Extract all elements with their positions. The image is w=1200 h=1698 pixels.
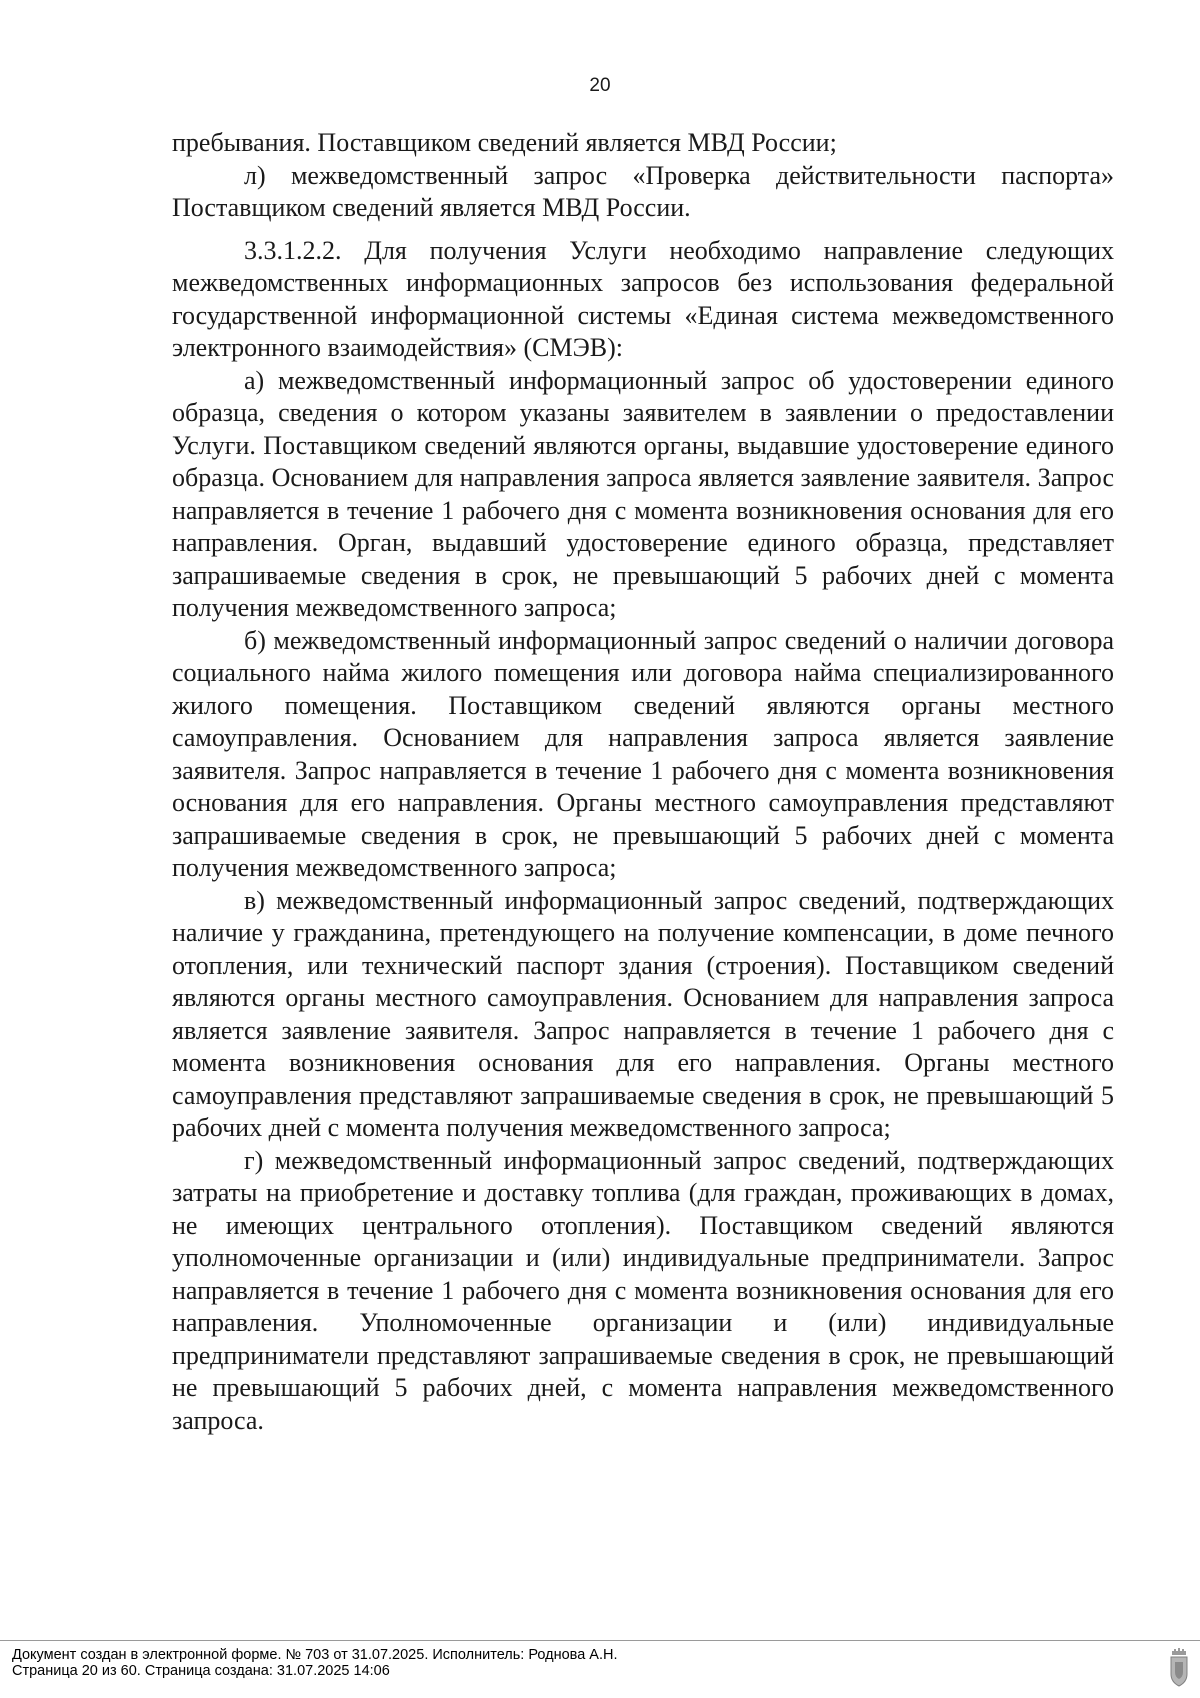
paragraph-item-l: л) межведомственный запрос «Проверка действительности паспорта» Поставщиком сведений является МВД России. [172,160,1114,222]
footer-page-info: Страница 20 из 60. Страница создана: 31.07.2025 14:06 [12,1663,390,1679]
paragraph-item-v: в) межведомственный информационный запрос сведений, подтверждающих наличие у гражданина, претендующего на получение компенсации, в доме печного отопления, или технический паспорт здания (строения). Поставщиком сведений являются органы местного самоуправления. Основанием для направления запроса является заявление заявителя. Запрос направляется в течение 1 рабочего дня с момента возникновения основания для его направления. Органы местного самоуправления представляют запрашиваемые сведения в срок, не превышающий 5 рабочих дней с момента получения межведомственного запроса; [172,885,1114,1142]
coat-of-arms-icon [1168,1648,1190,1688]
footer-document-info: Документ создан в электронной форме. № 703 от 31.07.2025. Исполнитель: Роднова А.Н. [12,1647,618,1663]
paragraph-item-a: а) межведомственный информационный запрос об удостоверении единого образца, сведения о котором указаны заявителем в заявлении о предоставлении Услуги. Поставщиком сведений являются органы, выдавшие удостоверение единого образца. Основанием для направления запроса является заявление заявителя. Запрос направляется в течение 1 рабочего дня с момента возникновения основания для его направления. Орган, выдавший удостоверение единого образца, представляет запрашиваемые сведения в срок, не превышающий 5 рабочих дней с момента получения межведомственного запроса; [172,365,1114,622]
document-body [172,127,1114,1437]
page-number: 20 [589,75,611,96]
paragraph-item-g: г) межведомственный информационный запрос сведений, подтверждающих затраты на приобретение и доставку топлива (для граждан, проживающих в домах, не имеющих центрального отопления). Поставщиком сведений являются уполномоченные организации и (или) индивидуальные предприниматели. Запрос направляется в течение 1 рабочего дня с момента возникновения основания для его направления. Уполномоченные организации и (или) индивидуальные предприниматели представляют запрашиваемые сведения в срок, не превышающий не превышающий 5 рабочих дней, с момента направления межведомственного запроса. [172,1145,1114,1435]
footer [12,1647,618,1679]
paragraph-item-b: б) межведомственный информационный запрос сведений о наличии договора социального найма жилого помещения или договора найма специализированного жилого помещения. Поставщиком сведений являются органы местного самоуправления. Основанием для направления запроса является заявление заявителя. Запрос направляется в течение 1 рабочего дня с момента возникновения основания для его направления. Органы местного самоуправления представляют запрашиваемые сведения в срок, не превышающий 5 рабочих дней с момента получения межведомственного запроса; [172,625,1114,882]
paragraph-section-3-3-1-2-2: 3.3.1.2.2. Для получения Услуги необходимо направление следующих межведомственных информационных запросов без использования федеральной государственной информационной системы «Единая система межведомственного электронного взаимодействия» (СМЭВ): [172,235,1114,362]
paragraph-continuation: пребывания. Поставщиком сведений является МВД России; [172,128,837,157]
footer-divider [0,1640,1200,1641]
